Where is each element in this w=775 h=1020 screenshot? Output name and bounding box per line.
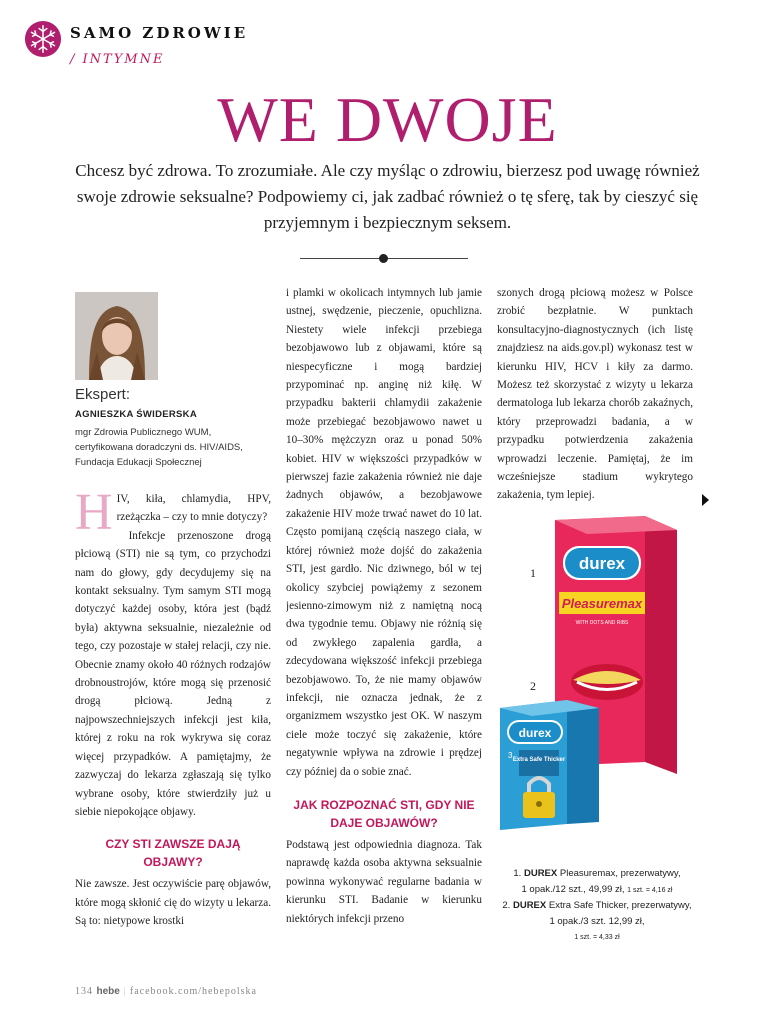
body-paragraph-continued: i plamki w okolicach intymnych lub jamie ustnej, swędzenie, pieczenie, opuchlizna. Niestety wiele infekcji przebiega bezobjawowo lub z objawami, które są niespecyficzne i mogą bardziej przypominać np. anginę niż kiłę. W przypadku bakterii chlamydii zakażenie może przebiegać bezobjawowo nawet u 10–30% mężczyzn oraz u ponad 50% kobiet. HIV w większości przypadków w pierwszej fazie zakażenia również nie daje żadnych objawów, a bezobjawowe zakażenie HIV może trwać nawet do 10 lat. Często pomijaną częścią naszego ciała, w której również może dojść do zakażenia STI, jest gardło. Nic dziwnego, ból w tej okolicy szybciej powiążemy z sezonem jesienno-zimowym niż z namiętną nocą dwa tygodnie temu. Objawy nie różnią się od zwykłego zapalenia gardła, a zdecydowana większość infekcji przebiega bezobjawowo. To, że nie mamy objawów infekcji, nie oznacza jednak, że z organizmem wszystko jest OK. W naszym ciele może toczyć się zakażenie, które negatywnie wpływa na zdrowie i prędzej czy później da o sobie znać. — [286, 287, 482, 778]
footer-url: facebook.com/hebepolska — [129, 986, 257, 997]
expert-desc-line: mgr Zdrowia Publicznego WUM, — [75, 427, 212, 438]
expert-description — [75, 425, 275, 470]
page-footer: 134 hebe | facebook.com/hebepolska — [75, 986, 257, 997]
body-paragraph-continued: szonych drogą płciową możesz w Polsce zrobić bezpłatnie. W punktach konsultacyjno-diagnostycznych (ich listę znajdziesz na aids.gov.pl) wykonasz test w kierunku HIV, HCV i kiły za darmo. Możesz też skorzystać z wizyty u lekarza dermatologa lub lekarza chorób zakaźnych, który przeprowadzi badania, a w przypadku potwierdzenia zakażenia wprowadzi leczenie. Pamiętaj, że im wcześniejsze stadium wykrytego zakażenia, tym lepiej. — [497, 287, 693, 502]
intro-paragraph: HIV, kiła, chlamydia, HPV, rzeżączka – czy to mnie dotyczy? — [75, 484, 271, 541]
body-paragraph: Nie zawsze. Jest oczywiście parę objawów, które mogą skłonić cię do wizyty u lekarza. Są to: nietypowe krostki — [75, 878, 271, 928]
subsection-label: / INTYMNE — [70, 52, 165, 67]
box2-brand: durex — [518, 726, 552, 740]
expert-name: AGNIESZKA ŚWIDERSKA — [75, 409, 197, 420]
article-column-2 — [286, 284, 482, 928]
divider-dot — [379, 254, 388, 263]
product-number-2: 2 — [530, 679, 536, 693]
caption-line: 1 szt. = 4,33 zł — [574, 934, 620, 941]
box2-name: Extra Safe Thicker — [512, 757, 566, 763]
product-caption — [497, 866, 697, 946]
article-lead: Chcesz być zdrowa. To zrozumiałe. Ale czy myśląc o zdrowiu, bierzesz pod uwagę również swoje zdrowie seksualne? Podpowiemy ci, jak zadbać również o tę sferę, tak by cieszyć się przyjemnym i bezpiecznym seksem. — [75, 161, 700, 232]
expert-desc-line: certyfikowana doradczyni ds. HIV/AIDS, — [75, 442, 243, 453]
subheading-diagnosis: JAK ROZPOZNAĆ STI, GDY NIE DAJE OBJAWÓW? — [293, 798, 475, 830]
body-paragraph: Podstawą jest odpowiednia diagnoza. Tak naprawdę każda osoba aktywna seksualnie powinna wykonywać regularne badania w kierunku STI. Badanie w kierunku niektórych infekcji przeno — [286, 839, 482, 925]
section-label: SAMO ZDROWIE — [70, 24, 249, 42]
article-title: WE DWOJE — [217, 84, 558, 155]
article-column-3 — [497, 284, 693, 504]
caption-line: 1 opak./12 szt., 49,99 zł, 1 szt. = 4,16 zł — [521, 883, 673, 895]
caption-line: 2. DUREX Extra Safe Thicker, prezerwatywy, — [502, 900, 692, 911]
durex-products-image — [495, 512, 695, 832]
product-number-1: 1 — [530, 566, 536, 580]
box1-name: Pleasuremax — [561, 596, 643, 611]
expert-label: Ekspert: — [75, 386, 131, 403]
next-page-arrow-icon — [702, 494, 709, 506]
snowflake-logo-icon — [24, 20, 62, 58]
product-box-extra-safe — [500, 700, 599, 830]
body-paragraph: Infekcje przenoszone drogą płciową (STI) nie są tym, co przychodzi nam do głowy, gdy decydujemy się na kontakt seksualny. Tym samym STI mogą dotyczyć każdej osoby, która jest (bądź była) aktywna seksualnie, niezależnie od tego, czy pozostaje w stałej relacji, czy nie. Obecnie znamy około 40 różnych rodzajów drobnoustrojów, które mogą się przenosić drogą płciową. Jedną z najpowszechniejszych infekcji jest kiła, której z roku na rok wykrywa się coraz więcej przypadków. A pamiętajmy, że zazwyczaj do lekarza zgłaszają się tylko wybrane osoby, które stwierdziły już u siebie niepokojące objawy. — [75, 529, 271, 818]
dropcap: H — [75, 484, 113, 541]
expert-desc-line: Fundacja Edukacji Społecznej — [75, 457, 202, 468]
caption-line: 1 opak./3 szt. 12,99 zł, — [549, 915, 645, 927]
caption-line: 1. DUREX Pleasuremax, prezerwatywy, — [513, 868, 681, 879]
box1-brand: durex — [578, 554, 626, 573]
box2-count: 3 — [508, 751, 513, 760]
box1-sub: WITH DOTS AND RIBS — [575, 620, 629, 626]
page-number: 134 — [75, 986, 93, 997]
article-column-1 — [75, 484, 271, 930]
subheading-symptoms: CZY STI ZAWSZE DAJĄ OBJAWY? — [105, 837, 241, 870]
footer-brand: hebe — [96, 986, 120, 997]
expert-photo — [75, 292, 158, 380]
